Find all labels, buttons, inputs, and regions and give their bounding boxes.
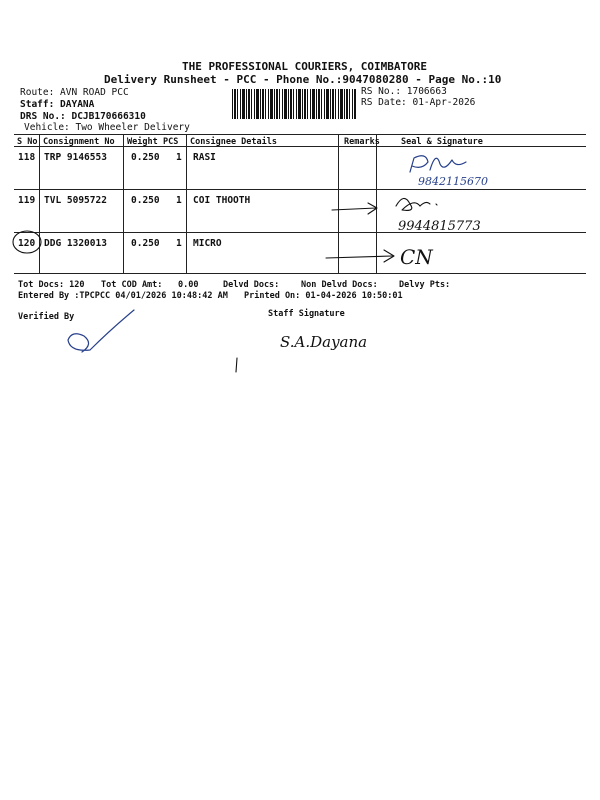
signature-icon (396, 198, 437, 210)
staff-label: Staff: DAYANA (20, 99, 95, 110)
row-sno: 119 (18, 195, 36, 206)
row-sno: 120 (18, 238, 36, 249)
company-name: THE PROFESSIONAL COURIERS, COIMBATORE (182, 60, 428, 73)
row-weight: 0.250 (131, 152, 160, 163)
row-consignment: TVL 5095722 (44, 195, 107, 206)
rs-date: RS Date: 01-Apr-2026 (361, 97, 476, 108)
runsheet-title: Delivery Runsheet - PCC - Phone No.:9047080280 - Page No.:10 (104, 73, 502, 86)
verified-by-label: Verified By (18, 312, 75, 322)
row-pcs: 1 (176, 152, 182, 163)
row2-phone: 9944815773 (398, 219, 481, 234)
route-label: Route: AVN ROAD PCC (20, 87, 129, 98)
delvd-docs: Delvd Docs: (223, 280, 280, 290)
circle-mark-icon (13, 231, 41, 253)
delvy-pts: Delvy Pts: (399, 280, 451, 290)
drs-label: DRS No.: DCJB170666310 (20, 111, 146, 122)
row-sno: 118 (18, 152, 36, 163)
tot-docs: Tot Docs: 120 (18, 280, 85, 290)
arrow-icon (332, 203, 377, 214)
row-consignee: MICRO (193, 238, 222, 249)
entered-by: Entered By :TPCPCC 04/01/2026 10:48:42 AM (18, 291, 228, 301)
row-consignment: DDG 1320013 (44, 238, 107, 249)
row-consignee: RASI (193, 152, 216, 163)
col-header-sno: S No (17, 137, 38, 147)
vehicle-label: Vehicle: Two Wheeler Delivery (24, 122, 190, 133)
row-pcs: 1 (176, 195, 182, 206)
row-pcs: 1 (176, 238, 182, 249)
row-consignment: TRP 9146553 (44, 152, 107, 163)
signature-icon (410, 156, 466, 172)
rs-number: RS No.: 1706663 (361, 86, 447, 97)
stray-mark (236, 358, 237, 372)
staff-signature-handwritten: S.A.Dayana (280, 333, 368, 351)
printed-on: Printed On: 01-04-2026 10:50:01 (244, 291, 403, 301)
col-header-consignee: Consignee Details (190, 137, 277, 147)
row-weight: 0.250 (131, 195, 160, 206)
row-weight: 0.250 (131, 238, 160, 249)
col-header-seal: Seal & Signature (401, 137, 483, 147)
row1-phone: 9842115670 (418, 175, 488, 188)
verifier-signature-icon (68, 310, 134, 352)
col-header-consignment: Consignment No (43, 137, 115, 147)
tot-cod-value: 0.00 (178, 280, 199, 290)
col-header-weight: Weight (127, 137, 158, 147)
arrow-icon (326, 250, 394, 262)
tot-cod-label: Tot COD Amt: (101, 280, 163, 290)
row-consignee: COI THOOTH (193, 195, 251, 206)
row3-sign: CN (400, 245, 433, 269)
staff-signature-label: Staff Signature (268, 309, 345, 319)
col-header-remarks: Remarks (344, 137, 380, 147)
col-header-pcs: PCS (163, 137, 179, 147)
non-delvd-docs: Non Delvd Docs: (301, 280, 378, 290)
